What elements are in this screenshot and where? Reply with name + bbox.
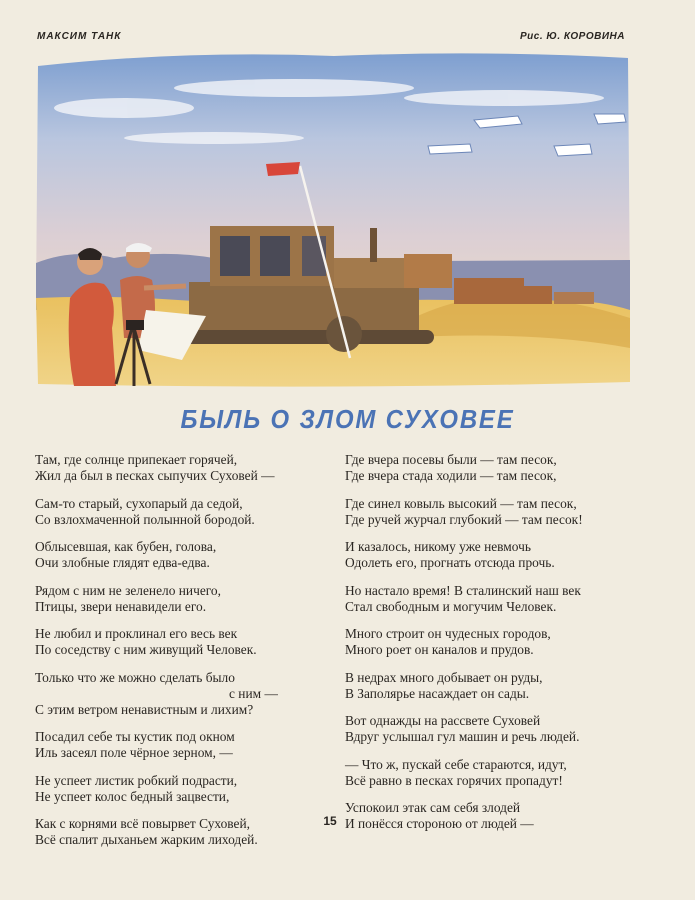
poem-line: В недрах много добывает он руды, <box>345 669 543 685</box>
stanza <box>345 713 635 745</box>
stanza <box>35 670 325 718</box>
poem-right-column <box>345 452 635 844</box>
poem-line: Где ручей журчал глубокий — там песок! <box>345 511 583 527</box>
stanza <box>35 729 325 761</box>
author-name: МАКСИМ ТАНК <box>37 31 122 42</box>
poem-line: В Заполярье насаждает он сады. <box>345 685 530 701</box>
stanza <box>35 626 325 658</box>
poem-line: И понёсся стороною от людей — <box>345 816 534 831</box>
poem-line: Где вчера посевы были — там песок, <box>345 452 557 467</box>
desert-tractor-illustration <box>34 48 632 390</box>
poem-line: Там, где солнце припекает горячей, <box>35 452 238 467</box>
poem-line: Со взлохмаченной полынной бородой. <box>35 511 255 527</box>
poem-line: Посадил себе ты кустик под окном <box>35 729 235 744</box>
red-flag-icon <box>266 162 300 176</box>
poem-line: Иль засеял поле чёрное зерном, — <box>35 745 233 760</box>
poem-line: Где синел ковыль высокий — там песок, <box>345 495 577 511</box>
stanza <box>35 539 325 571</box>
poem-line: Как с корнями всё повырвет Суховей, <box>35 816 250 831</box>
poem-line: Жил да был в песках сыпучих Суховей — <box>35 468 275 483</box>
poem-line: Где вчера стада ходили — там песок, <box>345 468 557 483</box>
page-number: 15 <box>323 814 337 828</box>
poem-title: БЫЛЬ О ЗЛОМ СУХОВЕЕ <box>180 404 515 434</box>
stanza <box>35 496 325 528</box>
stanza <box>345 583 635 615</box>
poem-line: Много строит он чудесных городов, <box>345 626 551 641</box>
stanza <box>345 496 635 528</box>
poem-line: Только что же можно сделать было <box>35 669 235 685</box>
poem-left-column <box>35 452 325 860</box>
stanza <box>35 452 325 484</box>
illustrator-credit: Рис. Ю. КОРОВИНА <box>520 31 625 42</box>
poem-line: Не любил и проклинал его весь век <box>35 626 238 641</box>
poem-line: Вдруг услышал гул машин и речь людей. <box>345 729 580 744</box>
poem-line: Стал свободным и могучим Человек. <box>345 598 557 614</box>
stanza <box>35 583 325 615</box>
stanza <box>345 539 635 571</box>
poem-line: Всё спалит дыханьем жарким лиходей. <box>35 832 258 847</box>
poem-line: Всё равно в песках горячих пропадут! <box>345 772 563 788</box>
poem-line: Много роет он каналов и прудов. <box>345 642 534 657</box>
stanza <box>345 757 635 789</box>
stanza <box>35 773 325 805</box>
poem-line: — Что ж, пускай себе стараются, идут, <box>345 756 567 772</box>
stanza <box>345 626 635 658</box>
poem-line: Облысевшая, как бубен, голова, <box>35 539 217 554</box>
poem-line: Не успеет колос бедный зацвести, <box>35 788 230 804</box>
poem-line: По соседству с ним живущий Человек. <box>35 642 257 657</box>
stanza <box>345 452 635 484</box>
poem-line: С этим ветром ненавистным и лихим? <box>35 701 254 717</box>
poem-line: И казалось, никому уже невмочь <box>345 539 531 554</box>
poem-line: Одолеть его, прогнать отсюда прочь. <box>345 555 555 570</box>
poem-line: Рядом с ним не зеленело ничего, <box>35 582 221 598</box>
stanza <box>345 670 635 702</box>
poem-line: Не успеет листик робкий подрасти, <box>35 772 238 788</box>
poem-line-continuation: с ним — <box>229 685 278 701</box>
poem-line: Сам-то старый, сухопарый да седой, <box>35 495 243 511</box>
poem-line: Очи злобные глядят едва-едва. <box>35 555 210 570</box>
poem-line: Успокоил этак сам себя злодей <box>345 800 521 815</box>
poem-line: Птицы, звери ненавидели его. <box>35 598 207 614</box>
poem-line: Вот однажды на рассвете Суховей <box>345 713 541 728</box>
poem-line: Но настало время! В сталинский наш век <box>345 582 581 598</box>
